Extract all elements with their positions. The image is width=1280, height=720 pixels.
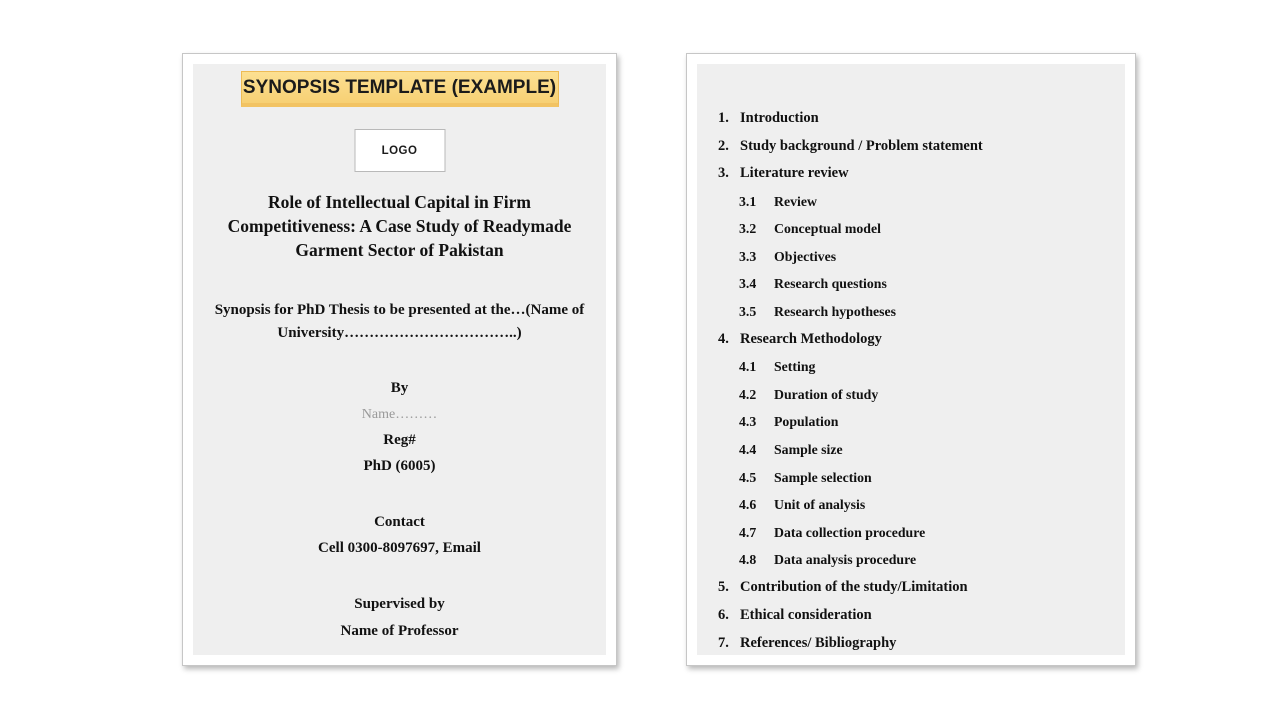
thesis-subtitle: Synopsis for PhD Thesis to be presented at the…(Name of University……………………………..): [214, 302, 585, 341]
toc-item-label: Research questions: [774, 276, 887, 292]
banner-title-text: SYNOPSIS TEMPLATE (EXAMPLE): [242, 76, 557, 98]
toc-item-number: 6.: [718, 606, 729, 623]
toc-item-label: Unit of analysis: [774, 497, 866, 513]
toc-item-number: 3.2: [739, 221, 757, 237]
banner-title: [241, 71, 559, 107]
toc-item-label: Conceptual model: [774, 221, 881, 237]
supervisor-name: Name of Professor: [340, 623, 459, 639]
toc-page-body: [697, 64, 1125, 655]
toc-item-number: 2.: [718, 137, 729, 154]
toc-item-number: 3.4: [739, 276, 757, 292]
reg-label: Reg#: [383, 432, 416, 448]
toc-item: [697, 326, 1125, 354]
toc-item-number: 1.: [718, 110, 729, 127]
contact-label: Contact: [374, 514, 425, 530]
toc-item-label: Study background / Problem statement: [740, 137, 983, 154]
toc-item: [697, 547, 1125, 575]
toc-item-number: 4.3: [739, 414, 757, 430]
toc-item: [697, 629, 1125, 657]
contact-cell-number: Cell 0300-8097697,: [318, 540, 443, 556]
toc-item-label: Setting: [774, 359, 816, 375]
thesis-title: Role of Intellectual Capital in Firm Competitiveness: A Case Study of Readymade Garment Sector of Pakistan: [227, 192, 572, 260]
toc-item-label: Sample selection: [774, 469, 872, 485]
toc-item: [697, 602, 1125, 630]
toc-item-number: 4.4: [739, 441, 757, 457]
toc-item-label: Ethical consideration: [740, 606, 872, 623]
toc-item-number: 7.: [718, 634, 729, 651]
toc-item: [697, 271, 1125, 299]
toc-item-label: Contribution of the study/Limitation: [740, 579, 968, 596]
toc-item-label: Research hypotheses: [774, 303, 896, 319]
toc-item-label: Objectives: [774, 248, 837, 264]
toc-item: [697, 436, 1125, 464]
toc-item: [697, 215, 1125, 243]
toc-item-number: 5.: [718, 579, 729, 596]
toc-item: [697, 519, 1125, 547]
toc-item-number: 3.3: [739, 248, 757, 264]
toc-item: [697, 353, 1125, 381]
toc-item: [697, 160, 1125, 188]
supervised-by-label: Supervised by: [354, 596, 445, 612]
logo-text: LOGO: [381, 144, 418, 157]
toc-item: [697, 243, 1125, 271]
toc-item-number: 4.6: [739, 497, 757, 513]
toc-item: [697, 133, 1125, 161]
toc-item-number: 3.1: [739, 193, 757, 209]
toc-item-number: 4.2: [739, 386, 757, 402]
toc-item-label: Review: [774, 193, 817, 209]
toc-item: [697, 381, 1125, 409]
by-label: By: [390, 380, 409, 396]
toc-item: [697, 491, 1125, 519]
contact-line: [193, 538, 606, 559]
toc-list: [697, 105, 1125, 657]
logo-placeholder: [354, 129, 445, 172]
toc-page: [686, 53, 1136, 666]
toc-item-label: Sample size: [774, 441, 843, 457]
author-name-placeholder: Name………: [361, 407, 438, 422]
toc-item-label: Data analysis procedure: [774, 552, 917, 568]
program-label: PhD (6005): [363, 458, 436, 474]
cover-page: [182, 53, 617, 666]
toc-item-label: Duration of study: [774, 386, 879, 402]
toc-item-number: 4.5: [739, 469, 757, 485]
toc-item: [697, 574, 1125, 602]
toc-item-label: Literature review: [740, 165, 849, 182]
toc-item: [697, 298, 1125, 326]
toc-item-number: 4.: [718, 331, 729, 348]
toc-item: [697, 409, 1125, 437]
toc-item: [697, 105, 1125, 133]
toc-item-label: Research Methodology: [740, 331, 882, 348]
toc-item: [697, 464, 1125, 492]
toc-item-number: 4.1: [739, 359, 757, 375]
toc-item-label: References/ Bibliography: [740, 634, 897, 651]
toc-item-number: 4.8: [739, 552, 757, 568]
contact-email-label: Email: [442, 540, 481, 556]
toc-item-label: Introduction: [740, 110, 819, 127]
cover-page-body: [193, 64, 606, 655]
toc-item-number: 3.5: [739, 303, 757, 319]
toc-item-number: 4.7: [739, 524, 757, 540]
toc-item-label: Data collection procedure: [774, 524, 926, 540]
toc-item: [697, 188, 1125, 216]
toc-item-number: 3.: [718, 165, 729, 182]
toc-item-label: Population: [774, 414, 839, 430]
